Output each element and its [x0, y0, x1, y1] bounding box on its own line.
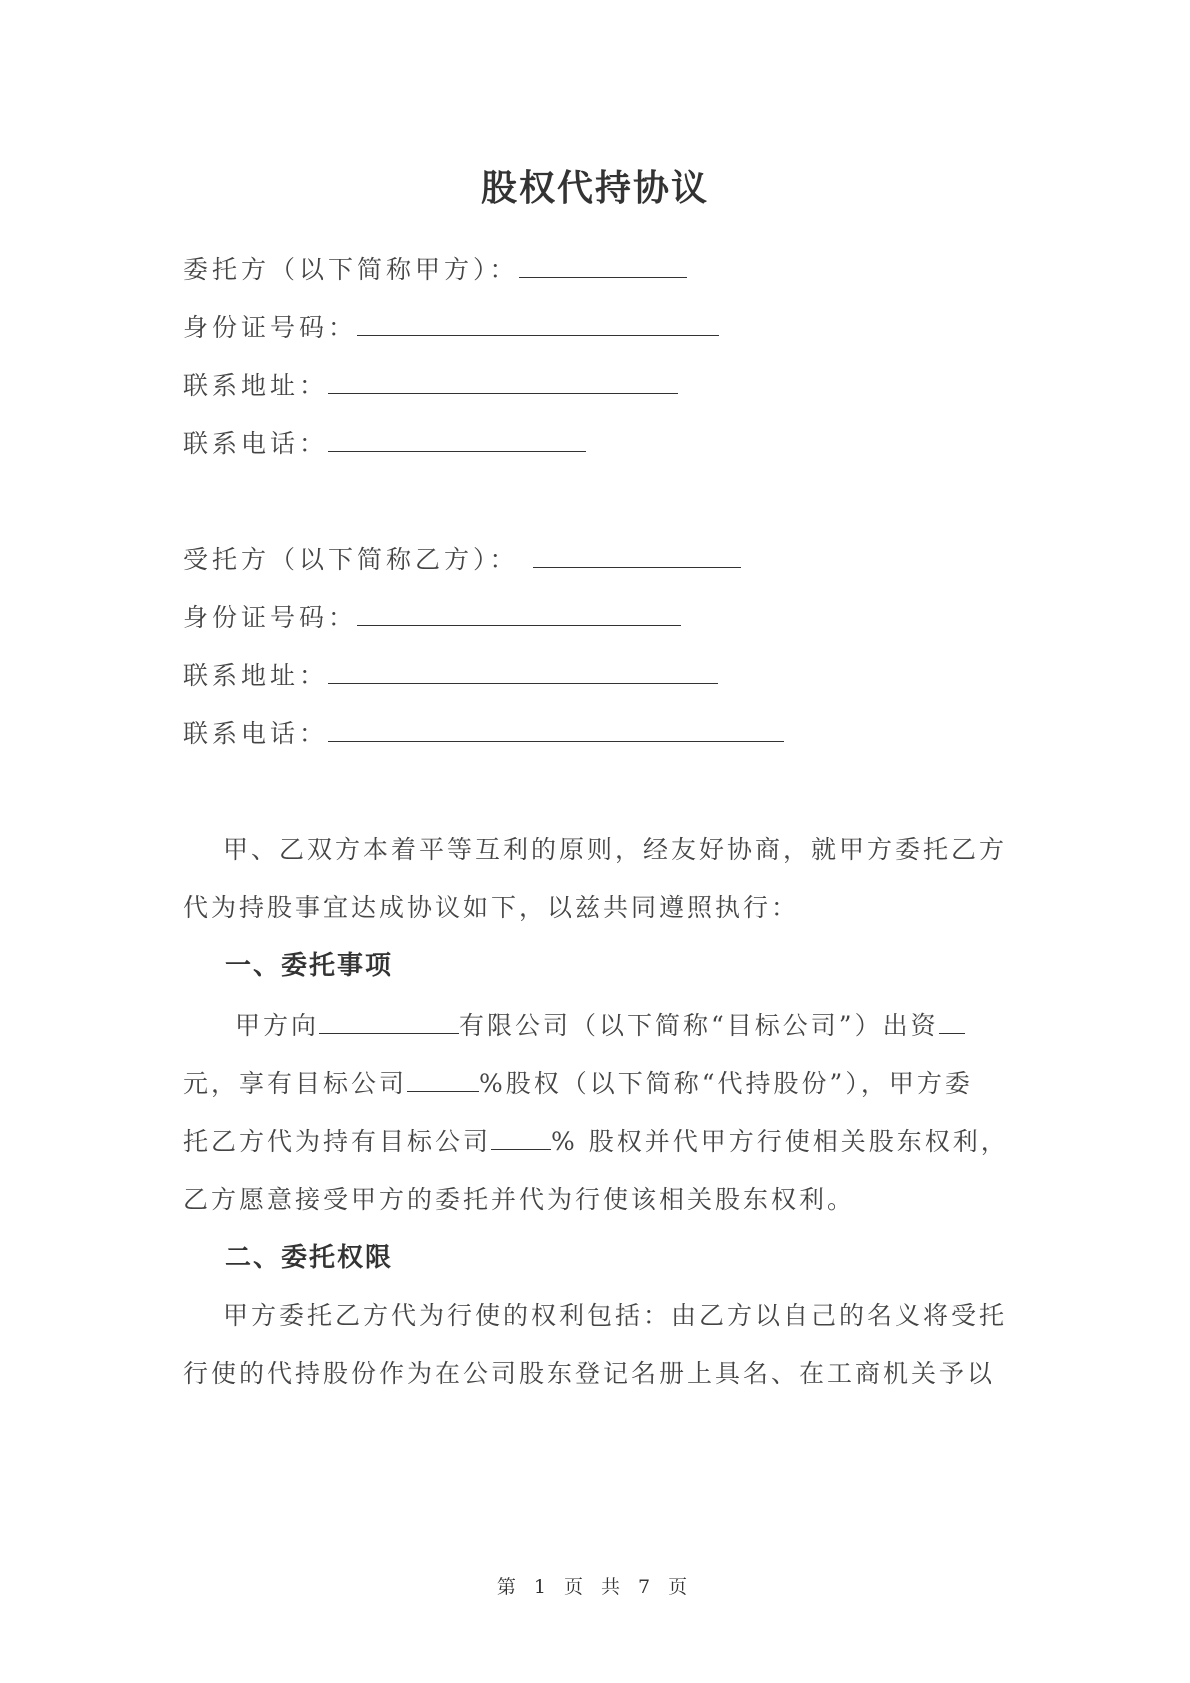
party-b-name-label: 受托方（以下简称乙方）：: [183, 545, 519, 574]
party-a-phone-label: 联系电话：: [183, 429, 329, 458]
section-1-heading: 一、委托事项: [225, 951, 394, 981]
company-name-blank: [319, 1009, 459, 1034]
section-2-heading: 二、委托权限: [225, 1243, 394, 1273]
party-a-name-blank: [519, 253, 687, 278]
section-1-line-3-text-b: % 股权并代甲方行使相关股东权利，: [551, 1127, 1009, 1156]
party-a-address-label: 联系地址：: [183, 371, 329, 400]
page-number: 第 1 页 共 7 页: [496, 1576, 694, 1598]
section-1-line-4: 乙方愿意接受甲方的委托并代为行使该相关股东权利。: [183, 1185, 856, 1214]
equity-percent-blank: [407, 1067, 479, 1092]
party-b-address-row: [183, 656, 718, 692]
section-2-line-1: 甲方委托乙方代为行使的权利包括：由乙方以自己的名义将受托: [223, 1301, 1008, 1330]
section-1-line-1-text-a: 甲方向: [235, 1011, 320, 1040]
section-1-line-1: [183, 1006, 1065, 1042]
held-percent-blank: [491, 1125, 551, 1150]
section-1-line-2-text-a: 元，享有目标公司: [183, 1069, 408, 1098]
party-b-name-blank: [533, 543, 741, 568]
party-b-id-label: 身份证号码：: [183, 603, 358, 632]
party-a-phone-blank: [328, 427, 586, 452]
party-a-id-blank: [357, 311, 719, 336]
investment-amount-blank: [939, 1009, 965, 1034]
party-a-address-row: [183, 366, 678, 402]
section-1-line-3-text-a: 托乙方代为持有目标公司: [183, 1127, 492, 1156]
section-1-line-2: [183, 1064, 1013, 1100]
document-title: 股权代持协议: [480, 167, 709, 209]
intro-line-1: 甲、乙双方本着平等互利的原则，经友好协商，就甲方委托乙方: [223, 835, 1008, 864]
party-b-name-row: [183, 540, 741, 576]
party-a-phone-row: [183, 424, 586, 460]
party-a-id-label: 身份证号码：: [183, 313, 358, 342]
party-a-name-label: 委托方（以下简称甲方）：: [183, 255, 519, 284]
party-a-name-row: [183, 250, 687, 286]
party-b-id-blank: [357, 601, 681, 626]
section-1-line-3: [183, 1122, 1013, 1158]
intro-line-2: 代为持股事宜达成协议如下，以兹共同遵照执行：: [183, 893, 800, 922]
party-a-id-row: [183, 308, 719, 344]
party-b-address-blank: [328, 659, 718, 684]
section-1-line-1-text-b: 有限公司（以下简称“目标公司”）出资: [459, 1011, 939, 1040]
party-a-address-blank: [328, 369, 678, 394]
party-b-phone-label: 联系电话：: [183, 719, 329, 748]
party-b-id-row: [183, 598, 681, 634]
party-b-address-label: 联系地址：: [183, 661, 329, 690]
section-2-line-2: 行使的代持股份作为在公司股东登记名册上具名、在工商机关予以: [183, 1359, 996, 1388]
party-b-phone-row: [183, 714, 784, 750]
party-b-phone-blank: [328, 717, 784, 742]
section-1-line-2-text-b: %股权（以下简称“代持股份”），甲方委: [479, 1069, 973, 1098]
